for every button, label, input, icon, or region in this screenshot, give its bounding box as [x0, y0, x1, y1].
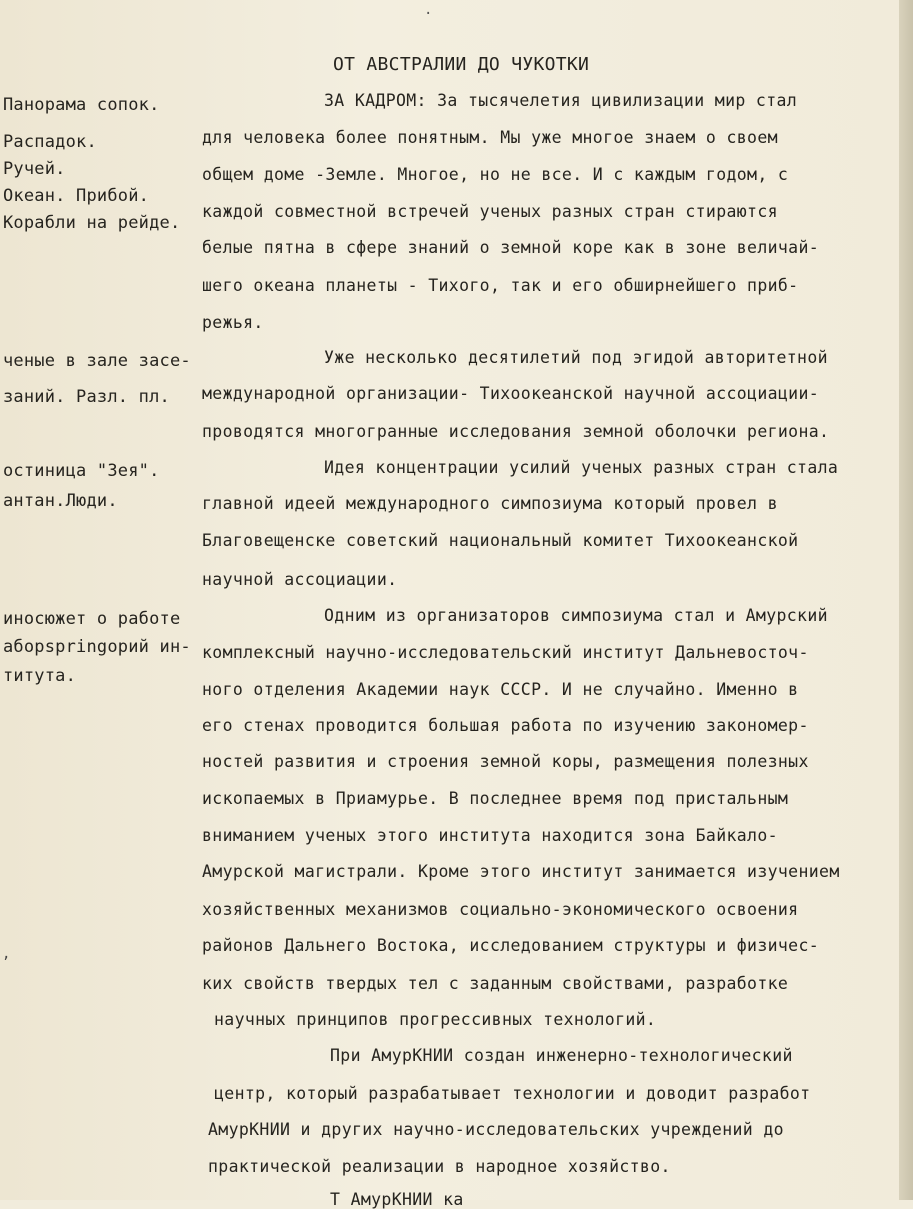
text-line: общем доме -Земле. Многое, но не все. И с каждым годом, с: [202, 165, 789, 184]
text-line: вниманием ученых этого института находится зона Байкало-: [202, 826, 778, 845]
text-line: главной идеей международного симпозиума который провел в: [202, 494, 778, 513]
text-line: для человека более понятным. Мы уже многое знаем о своем: [202, 128, 778, 147]
margin-note: Ручей.: [3, 159, 66, 179]
text-line: научных принципов прогрессивных технологий.: [214, 1010, 657, 1029]
margin-note: титута.: [3, 666, 77, 686]
text-line: При АмурКНИИ создан инженерно-технологический: [330, 1046, 793, 1065]
stray-mark: ,: [2, 946, 11, 962]
text-line: центр, который разрабатывает технологии и доводит разработ: [214, 1084, 811, 1103]
margin-note: ченые в зале засе-: [3, 351, 191, 371]
margin-note: Корабли на рейде.: [3, 213, 181, 233]
text-line: АмурКНИИ и других научно-исследовательских учреждений до: [208, 1120, 784, 1139]
text-line: Одним из организаторов симпозиума стал и Амурский: [324, 606, 828, 625]
text-line: ЗА КАДРОМ: За тысячелетия цивилизации мир стал: [324, 91, 798, 110]
text-line: белые пятна в сфере знаний о земной коре как в зоне величай-: [202, 238, 820, 257]
margin-note: аборspringорий ин-: [3, 637, 191, 657]
text-line: Т АмурКНИИ ка: [330, 1190, 464, 1209]
text-line: комплексный научно-исследовательский институт Дальневосточ-: [202, 643, 809, 662]
text-line: Благовещенске советский национальный комитет Тихоокеанской: [202, 531, 799, 550]
text-line: практической реализации в народное хозяйство.: [208, 1157, 671, 1176]
text-line: проводятся многогранные исследования земной оболочки региона.: [202, 422, 830, 441]
text-line: Идея концентрации усилий ученых разных стран стала: [324, 458, 839, 477]
margin-note: Панорама сопок.: [3, 95, 160, 115]
text-line: режья.: [202, 313, 264, 332]
text-line: каждой совместной встречей ученых разных стран стираются: [202, 202, 778, 221]
margin-note: остиница "Зея".: [3, 461, 160, 481]
text-line: районов Дальнего Востока, исследованием структуры и физичес-: [202, 936, 820, 955]
text-line: ностей развития и строения земной коры, размещения полезных: [202, 752, 809, 771]
margin-note: Океан. Прибой.: [3, 186, 150, 206]
margin-note: заний. Разл. пл.: [3, 387, 170, 407]
margin-note: антан.Люди.: [3, 491, 118, 511]
text-line: его стенах проводится большая работа по изучению закономер-: [202, 716, 809, 735]
text-line: шего океана планеты - Тихого, так и его обширнейшего приб-: [202, 276, 799, 295]
text-line: ких свойств твердых тел с заданным свойствами, разработке: [202, 974, 789, 993]
text-line: научной ассоциации.: [202, 570, 398, 589]
text-line: хозяйственных механизмов социально-экономического освоения: [202, 900, 799, 919]
text-line: Амурской магистрали. Кроме этого институт занимается изучением: [202, 862, 840, 881]
page-edge: [899, 0, 913, 1200]
margin-note: Распадок.: [3, 132, 97, 152]
text-line: международной организации- Тихоокеанской научной ассоциации-: [202, 384, 820, 403]
margin-note: иносюжет о работе: [3, 609, 181, 629]
text-line: ного отделения Академии наук СССР. И не случайно. Именно в: [202, 680, 799, 699]
text-line: ископаемых в Приамурье. В последнее время под пристальным: [202, 789, 789, 808]
header-mark: ·: [424, 6, 433, 22]
text-line: Уже несколько десятилетий под эгидой авторитетной: [324, 348, 828, 367]
document-title: ОТ АВСТРАЛИИ ДО ЧУКОТКИ: [333, 54, 590, 75]
